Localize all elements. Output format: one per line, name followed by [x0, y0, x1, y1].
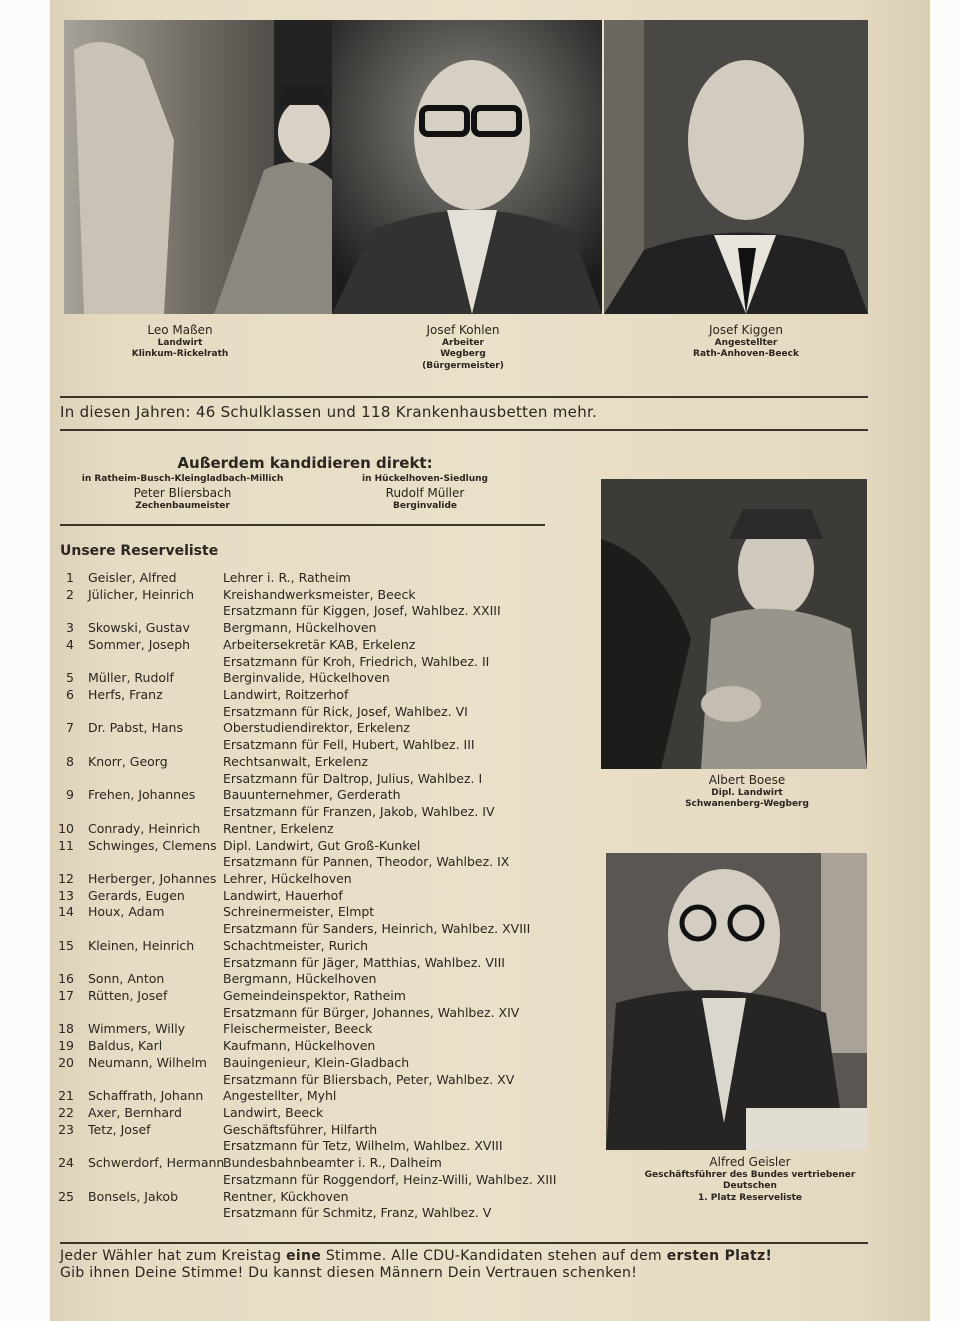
reserve-list-line: [58, 771, 578, 788]
reserve-list-line: [58, 838, 578, 855]
reserve-list-line: [58, 1055, 578, 1072]
reserve-list-line: [58, 888, 578, 905]
reserve-name: Gerards, Eugen: [88, 887, 185, 903]
reserve-number: 18: [58, 1021, 74, 1037]
direct-candidate-left: in Ratheim-Busch-Kleingladbach-Millich Peter Bliersbach Zechenbaumeister: [81, 474, 284, 512]
reserve-name: Schwerdorf, Hermann: [88, 1155, 225, 1171]
reserve-list-line: [58, 1038, 578, 1055]
reserve-list-line: [58, 754, 578, 771]
divider-footer: [60, 1242, 868, 1244]
reserve-info: Bergmann, Hückelhoven: [223, 971, 377, 987]
reserve-name: Bonsels, Jakob: [88, 1188, 179, 1204]
reserve-info: Landwirt, Hauerhof: [223, 887, 343, 903]
divider-direct: [60, 524, 545, 526]
photo-leo-massen: [64, 20, 332, 314]
reserve-list-line: [58, 1005, 578, 1022]
reserve-name: Dr. Pabst, Hans: [88, 720, 183, 736]
footer-line-1: Jeder Wähler hat zum Kreistag eine Stimme. Alle CDU-Kandidaten stehen auf dem ersten Platz!: [60, 1248, 773, 1264]
reserve-info: Lehrer, Hückelhoven: [223, 870, 352, 886]
reserve-number: 22: [58, 1105, 74, 1120]
reserve-list-line: [58, 737, 578, 754]
reserve-list: [58, 570, 578, 1222]
reserve-list-line: [58, 704, 578, 721]
reserve-name: Knorr, Georg: [88, 753, 168, 769]
reserve-list-line: [58, 854, 578, 871]
reserve-info: Landwirt, Beeck: [223, 1105, 324, 1120]
caption-josef-kiggen: Josef Kiggen Angestellter Rath-Anhoven-Beeck: [693, 323, 799, 360]
reserve-name: Sonn, Anton: [88, 971, 165, 987]
reserve-info: Ersatzmann für Fell, Hubert, Wahlbez. III: [223, 737, 475, 753]
reserve-info: Fleischermeister, Beeck: [223, 1021, 373, 1037]
reserve-number: 10: [58, 820, 74, 836]
reserve-list-line: [58, 1088, 578, 1105]
footer-line-2: Gib ihnen Deine Stimme! Du kannst diesen Männern Dein Vertrauen schenken!: [60, 1265, 638, 1281]
reserve-name: Baldus, Karl: [88, 1038, 163, 1054]
reserve-info: Rentner, Erkelenz: [223, 820, 334, 836]
photo-josef-kohlen: [332, 20, 602, 314]
reserve-list-line: [58, 1021, 578, 1038]
reserve-name: Axer, Bernhard: [88, 1105, 182, 1120]
caption-leo-massen: Leo Maßen Landwirt Klinkum-Rickelrath: [131, 323, 229, 360]
reserve-info: Ersatzmann für Tetz, Wilhelm, Wahlbez. XVIII: [223, 1138, 503, 1154]
slogan: In diesen Jahren: 46 Schulklassen und 118 Krankenhausbetten mehr.: [60, 403, 598, 421]
reserve-name: Schwinges, Clemens: [88, 837, 217, 853]
reserve-number: 8: [66, 753, 74, 769]
reserve-name: Herfs, Franz: [88, 687, 163, 703]
reserve-list-line: [58, 787, 578, 804]
reserve-list-line: [58, 1072, 578, 1089]
reserve-number: 20: [58, 1054, 74, 1070]
footer-appeal: [60, 1248, 772, 1282]
reserve-number: 23: [58, 1121, 74, 1137]
reserve-number: 13: [58, 887, 74, 903]
reserve-info: Ersatzmann für Jäger, Matthias, Wahlbez. VIII: [223, 954, 505, 970]
reserve-list-line: [58, 988, 578, 1005]
reserve-name: Schaffrath, Johann: [88, 1088, 204, 1104]
reserve-number: 4: [66, 636, 74, 652]
reserve-info: Landwirt, Roitzerhof: [223, 687, 349, 703]
reserve-info: Ersatzmann für Pannen, Theodor, Wahlbez. IX: [223, 854, 510, 870]
reserve-info: Ersatzmann für Sanders, Heinrich, Wahlbez. XVIII: [223, 921, 531, 937]
reserve-list-line: [58, 687, 578, 704]
reserve-name: Wimmers, Willy: [88, 1021, 186, 1037]
reserve-list-line: [58, 921, 578, 938]
reserve-list-line: [58, 1138, 578, 1155]
reserve-list-line: [58, 654, 578, 671]
photo-alfred-geisler: [606, 853, 867, 1150]
photo-josef-kiggen: [604, 20, 868, 314]
reserve-info: Kreishandwerksmeister, Beeck: [223, 586, 416, 602]
caption-josef-kohlen: Josef Kohlen Arbeiter Wegberg (Bürgermeister): [422, 323, 504, 371]
reserve-info: Geschäftsführer, Hilfarth: [223, 1121, 378, 1137]
reserve-name: Rütten, Josef: [88, 987, 168, 1003]
reserve-info: Gemeindeinspektor, Ratheim: [223, 987, 406, 1003]
reserve-name: Skowski, Gustav: [88, 620, 190, 636]
reserve-list-line: [58, 570, 578, 587]
reserve-info: Berginvalide, Hückelhoven: [223, 670, 390, 686]
reserve-number: 17: [58, 987, 74, 1003]
reserve-number: 21: [58, 1088, 74, 1104]
caption-alfred-geisler: Alfred Geisler Geschäftsführer des Bundes vertriebener Deutschen 1. Platz Reserveliste: [644, 1155, 856, 1203]
reserve-number: 15: [58, 937, 74, 953]
reserve-number: 6: [66, 687, 74, 703]
photo-albert-boese: [601, 479, 867, 769]
reserve-list-line: [58, 1122, 578, 1139]
reserve-name: Kleinen, Heinrich: [88, 937, 195, 953]
reserve-number: 7: [66, 720, 74, 736]
reserve-list-line: [58, 821, 578, 838]
reserve-list-line: [58, 637, 578, 654]
reserve-number: 2: [66, 586, 74, 602]
reserve-list-line: [58, 1105, 578, 1122]
reserve-list-line: [58, 620, 578, 637]
reserve-number: 5: [66, 670, 74, 686]
reserve-number: 1: [66, 570, 74, 585]
reserve-info: Rechtsanwalt, Erkelenz: [223, 753, 368, 769]
reserve-number: 19: [58, 1038, 74, 1054]
reserve-list-line: [58, 871, 578, 888]
reserve-list-line: [58, 670, 578, 687]
reserve-name: Jülicher, Heinrich: [88, 586, 195, 602]
reserve-info: Rentner, Kückhoven: [223, 1188, 349, 1204]
reserve-info: Schachtmeister, Rurich: [223, 937, 369, 953]
divider-top: [60, 396, 868, 398]
reserve-list-line: [58, 603, 578, 620]
reserve-list-line: [58, 904, 578, 921]
reserve-info: Ersatzmann für Franzen, Jakob, Wahlbez. IV: [223, 804, 495, 820]
reserve-list-line: [58, 971, 578, 988]
reserve-list-line: [58, 1205, 578, 1222]
reserve-info: Lehrer i. R., Ratheim: [223, 570, 351, 585]
reserve-number: 11: [58, 837, 74, 853]
reserve-name: Müller, Rudolf: [88, 670, 174, 686]
reserve-name: Sommer, Joseph: [88, 636, 191, 652]
reserve-info: Ersatzmann für Daltrop, Julius, Wahlbez. I: [223, 770, 483, 786]
caption-albert-boese: Albert Boese Dipl. Landwirt Schwanenberg-Wegberg: [685, 773, 809, 810]
reserve-list-line: [58, 804, 578, 821]
reserve-info: Oberstudiendirektor, Erkelenz: [223, 720, 410, 736]
reserve-info: Bergmann, Hückelhoven: [223, 620, 377, 636]
reserve-list-line: [58, 587, 578, 604]
reserve-number: 25: [58, 1188, 74, 1204]
reserve-list-title: Unsere Reserveliste: [60, 543, 219, 559]
reserve-name: Conrady, Heinrich: [88, 820, 201, 836]
reserve-info: Bundesbahnbeamter i. R., Dalheim: [223, 1155, 442, 1171]
reserve-info: Ersatzmann für Schmitz, Franz, Wahlbez. V: [223, 1205, 492, 1221]
reserve-list-line: [58, 1172, 578, 1189]
reserve-info: Bauingenieur, Klein-Gladbach: [223, 1054, 410, 1070]
reserve-list-line: [58, 955, 578, 972]
reserve-list-line: [58, 1189, 578, 1206]
reserve-info: Dipl. Landwirt, Gut Groß-Kunkel: [223, 837, 421, 853]
reserve-name: Tetz, Josef: [88, 1121, 151, 1137]
reserve-list-line: [58, 1155, 578, 1172]
reserve-list-line: [58, 938, 578, 955]
reserve-name: Neumann, Wilhelm: [88, 1054, 207, 1070]
reserve-info: Bauunternehmer, Gerderath: [223, 787, 401, 803]
reserve-number: 12: [58, 870, 74, 886]
reserve-name: Geisler, Alfred: [88, 570, 177, 585]
reserve-number: 3: [66, 620, 74, 636]
reserve-number: 9: [66, 787, 74, 803]
reserve-info: Ersatzmann für Bürger, Johannes, Wahlbez. XIV: [223, 1004, 520, 1020]
reserve-name: Houx, Adam: [88, 904, 165, 920]
reserve-number: 24: [58, 1155, 74, 1171]
reserve-info: Schreinermeister, Elmpt: [223, 904, 375, 920]
reserve-info: Arbeitersekretär KAB, Erkelenz: [223, 636, 416, 652]
reserve-list-line: [58, 720, 578, 737]
direct-candidates-heading: Außerdem kandidieren direkt:: [177, 454, 433, 472]
reserve-info: Ersatzmann für Bliersbach, Peter, Wahlbez. XV: [223, 1071, 515, 1087]
reserve-info: Ersatzmann für Kiggen, Josef, Wahlbez. XXIII: [223, 603, 501, 619]
reserve-info: Ersatzmann für Roggendorf, Heinz-Willi, Wahlbez. XIII: [223, 1171, 557, 1187]
reserve-name: Herberger, Johannes: [88, 870, 217, 886]
divider-bottom: [60, 429, 868, 431]
reserve-number: 16: [58, 971, 74, 987]
reserve-info: Angestellter, Myhl: [223, 1088, 337, 1104]
reserve-info: Ersatzmann für Rick, Josef, Wahlbez. VI: [223, 703, 468, 719]
direct-candidate-right: in Hückelhoven-Siedlung Rudolf Müller Berginvalide: [362, 474, 488, 512]
reserve-name: Frehen, Johannes: [88, 787, 196, 803]
reserve-number: 14: [58, 904, 74, 920]
reserve-info: Ersatzmann für Kroh, Friedrich, Wahlbez. II: [223, 653, 490, 669]
reserve-info: Kaufmann, Hückelhoven: [223, 1038, 376, 1054]
